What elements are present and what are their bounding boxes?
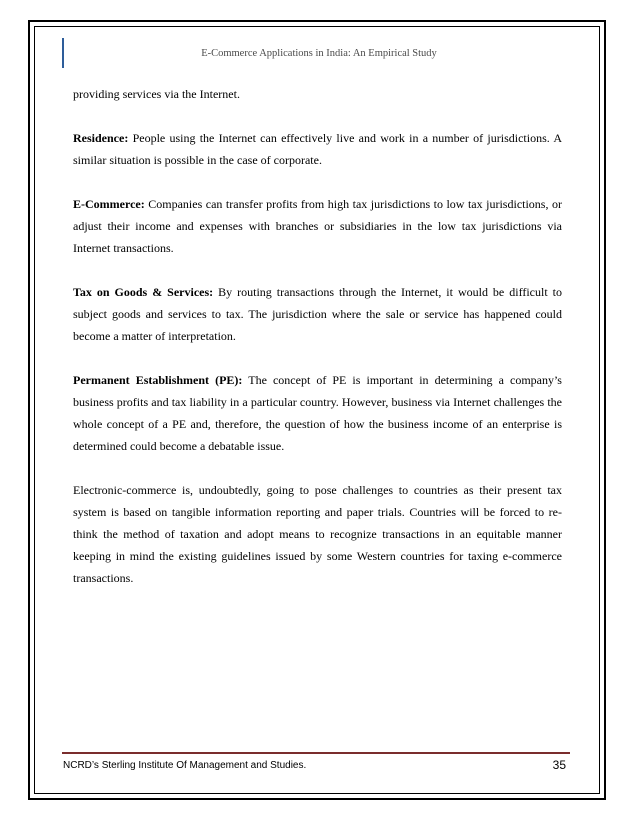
paragraph-text: The concept of PE is important in determining a company’s business profits and tax liability in a particular country. However, business via Internet challenges the whole concept of a PE and, therefore, the question of how the business income of an enterprise is determined could become a debatable issue. [73,373,562,453]
paragraph-text: providing services via the Internet. [73,87,240,101]
paragraph-text: Electronic-commerce is, undoubtedly, going to pose challenges to countries as their present tax system is based on tangible information reporting and paper trials. Countries will be forced to re-think the method of taxation and adopt means to recognize transactions in an equitable manner keeping in mind the existing guidelines issued by some Western countries for taxing e-commerce transactions. [73,483,562,585]
paragraph-continuation [73,83,562,105]
footer-rule [62,752,570,754]
running-header: E-Commerce Applications in India: An Empirical Study [201,48,437,59]
term-label: Tax on Goods & Services: [73,285,214,299]
paragraph-text: People using the Internet can effectively live and work in a number of jurisdictions. A similar situation is possible in the case of corporate. [73,131,562,167]
paragraph-ecommerce [73,193,562,259]
term-label: Permanent Establishment (PE): [73,373,243,387]
paragraph-residence [73,127,562,171]
term-label: Residence: [73,131,129,145]
paragraph-text: Companies can transfer profits from high tax jurisdictions to low tax jurisdictions, or adjust their income and expenses with branches or subsidiaries in the low tax jurisdictions via Internet transactions. [73,197,562,255]
paragraph-text: By routing transactions through the Internet, it would be difficult to subject goods and services to tax. The jurisdiction where the sale or service has happened could become a matter of interpretation. [73,285,562,343]
paragraph-tax-goods-services [73,281,562,347]
document-body [73,83,562,589]
footer-institute: NCRD’s Sterling Institute Of Management and Studies. [63,760,307,771]
paragraph-permanent-establishment [73,369,562,457]
page-number: 35 [552,758,566,772]
term-label: E-Commerce: [73,197,145,211]
paragraph-closing [73,479,562,589]
